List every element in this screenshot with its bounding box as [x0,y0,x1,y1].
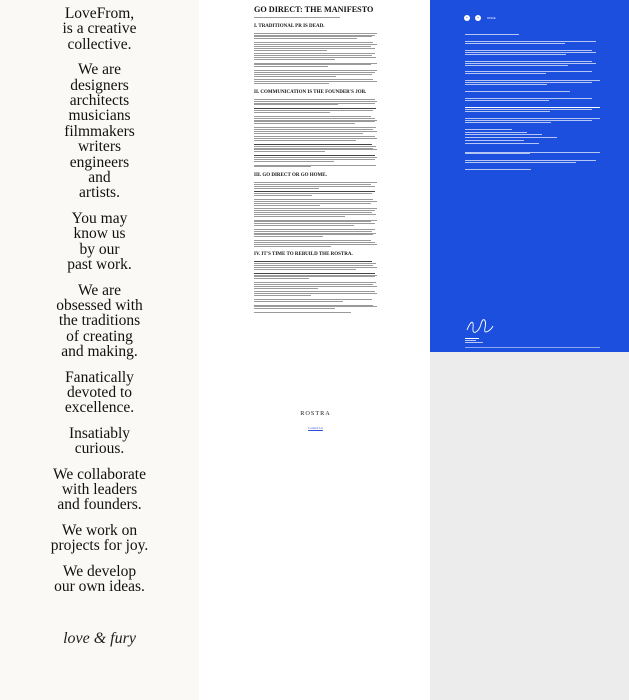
text-line [254,195,312,196]
statement-line: curious. [74,440,125,458]
text-line [465,54,566,55]
list-item [465,137,557,138]
text-line [254,210,375,211]
text-line [254,133,363,134]
text-line [465,43,565,44]
love-and-fury-signature: love & fury [63,630,136,647]
text-line [254,59,335,60]
statement-line: designers [70,76,129,94]
text-line [465,50,592,51]
text-line [254,263,376,264]
letter-paragraph [465,118,600,123]
manifesto-section-heading: II. COMMUNICATION IS THE FOUNDER'S JOB. [254,89,367,95]
text-line [254,131,377,132]
text-line [254,276,375,277]
contact-us-link[interactable]: Contact Us [308,426,323,430]
text-line [465,61,592,62]
text-line [465,65,568,66]
manifesto-paragraph [254,116,377,124]
text-line [254,159,375,160]
letter-list [465,129,600,145]
text-line [254,108,376,109]
manifesto-paragraph [254,42,377,50]
text-line [465,41,596,42]
text-line [254,261,372,262]
manifesto-paragraph [254,229,377,237]
statement-line: We collaborate [53,465,146,483]
text-line [254,212,372,213]
text-line [254,155,375,156]
statement-line: artists. [79,184,120,202]
text-line [254,64,371,65]
statement-line: devoted to [67,383,132,401]
statement-line: the traditions [58,312,141,330]
text-line [254,50,327,51]
text-line [254,295,311,296]
letter-paragraph [465,107,600,112]
text-line [254,265,373,266]
once-logo-label: ONCE [487,15,496,20]
rostra-wordmark: ROSTRA [300,410,331,417]
statement-line: excellence. [64,399,135,417]
text-line [254,229,375,230]
text-line [254,144,372,145]
text-line [254,127,376,128]
letter-paragraph [465,160,600,163]
text-line [465,80,600,81]
statement-line: You may [71,209,128,227]
statement-line: with leaders [61,480,138,498]
text-line [254,242,375,243]
manifesto-paragraph [254,136,377,140]
text-line [254,57,376,58]
letter-paragraph [465,61,600,66]
text-line [465,73,546,74]
text-line [254,101,377,102]
statement-line: and [88,169,111,187]
text-line [254,203,371,204]
text-line [254,221,371,222]
text-line [254,165,376,166]
text-line [254,216,345,217]
letter-paragraph [465,41,600,44]
lovefrom-statement [0,6,199,594]
list-item [465,143,539,144]
text-line [254,308,335,309]
once-letter-body [465,33,600,175]
statement-line: We develop [62,562,137,580]
statement-line: engineers [69,153,130,171]
manifesto-paragraph [254,99,377,105]
list-item [465,134,542,135]
statement-line: past work. [67,256,132,274]
text-line [254,275,377,276]
list-item [465,132,527,133]
text-line [254,214,376,215]
text-line [465,153,530,154]
text-line [465,100,549,101]
text-line [254,208,377,209]
manifesto-section-heading: III. GO DIRECT OR GO HOME. [254,173,327,179]
text-line [254,246,331,247]
manifesto-paragraph [254,240,377,246]
text-line [254,120,377,121]
text-line [465,109,592,110]
text-line [465,120,592,121]
text-line [254,70,377,71]
text-line [254,72,375,73]
list-item [465,129,512,130]
text-line [254,146,376,147]
statement-line: collective. [67,35,132,53]
text-line [465,84,547,85]
text-line [254,312,351,313]
once-logo-group [464,14,496,21]
text-line [254,55,372,56]
letter-paragraph [465,50,600,55]
text-line [254,234,373,235]
manifesto-paragraph [254,33,377,39]
manifesto-paragraph [254,261,377,269]
statement-line: and making. [61,343,138,361]
text-line [254,286,377,287]
text-line [254,74,372,75]
text-line [254,236,323,237]
text-line [254,138,377,139]
text-line [254,121,375,122]
signatory-block [465,337,483,344]
manifesto-paragraph [254,191,377,196]
manifesto-paragraph [254,291,377,295]
text-line [254,66,328,67]
text-line [254,104,338,105]
text-line [254,63,377,64]
lovefrom-panel [0,0,199,700]
statement-line: by our [79,240,120,258]
manifesto-document[interactable] [199,0,430,700]
text-line [254,81,377,82]
text-line [254,83,329,84]
text-line [465,71,592,72]
text-line [254,149,377,150]
text-line [254,44,377,45]
text-line [254,186,375,187]
text-line [254,293,377,294]
once-letter-panel[interactable] [430,0,629,352]
statement-line: architects [69,92,130,110]
manifesto-paragraph [254,299,377,302]
statement-line: We work on [61,521,138,539]
manifesto-paragraph [254,127,377,133]
manifesto-title: GO DIRECT: THE MANIFESTO [254,5,374,14]
manifesto-paragraph [254,155,377,161]
statement-line: obsessed with [56,296,143,314]
manifesto-sections [254,24,377,313]
statement-line: LoveFrom, [64,5,135,22]
once-letter-footer [465,347,600,348]
letter-paragraph [465,98,600,101]
text-line [254,223,375,224]
letter-paragraph [465,34,600,35]
text-line [254,301,343,302]
text-line [254,305,373,306]
statement-line: Insatiably [68,424,131,442]
text-line [465,98,592,99]
text-line [254,306,377,307]
statement-line: Fanatically [65,368,134,386]
text-line [465,118,600,119]
text-line [254,99,375,100]
text-line [254,288,318,289]
text-line [254,33,377,34]
text-line [254,201,377,202]
text-line [254,46,371,47]
text-line [254,240,371,241]
letter-paragraph [465,80,600,85]
manifesto-paragraph [254,312,377,313]
text-line [465,111,550,112]
text-line [254,161,334,162]
text-line [254,188,319,189]
text-line [254,116,371,117]
text-line [465,160,596,161]
text-line [254,220,377,221]
text-line [465,122,551,123]
manifesto-section-heading: IV. IT'S TIME TO REBUILD THE ROSTRA. [254,252,353,258]
manifesto-paragraph [254,165,377,168]
manifesto-epigraph [254,17,377,18]
statement-gap [0,273,199,283]
statement-line: our own ideas. [54,578,145,595]
letter-paragraph [465,152,600,155]
manifesto-paragraph [254,282,377,288]
statement-line: writers [77,138,122,156]
letter-paragraph [465,91,600,92]
text-line [254,79,373,80]
text-line [254,191,375,192]
text-line [465,34,519,35]
manifesto-paragraph [254,53,377,59]
text-line [465,152,600,153]
text-line [465,82,592,83]
manifesto-paragraph [254,208,377,216]
text-line [254,76,336,77]
text-line [254,48,375,49]
text-line [254,35,375,36]
text-line [254,166,311,167]
text-line [254,244,377,245]
text-line [465,162,576,163]
text-line [254,38,357,39]
text-line [254,184,371,185]
text-line [254,140,356,141]
text-line [254,182,377,183]
once-logo-icon: ● [464,15,470,21]
text-line [254,148,373,149]
basecamp-logo-icon: ▲ [476,16,480,19]
letter-paragraph [465,71,600,74]
text-line [254,42,373,43]
manifesto-section-heading: I. TRADITIONAL PR IS DEAD. [254,23,325,29]
statement-line: We are [77,281,122,299]
statement-line: is a creative [62,20,137,38]
handwritten-signature [465,318,495,334]
statement-line: filmmakers [64,122,135,140]
text-line [254,282,376,283]
statement-line: projects for joy. [50,537,149,555]
statement-line: of creating [66,327,133,345]
text-line [254,136,375,137]
text-line [465,169,531,170]
statement-line: We are [77,61,122,79]
manifesto-paragraph [254,70,377,76]
manifesto-paragraph [254,273,377,279]
text-line [254,273,375,274]
manifesto-paragraph [254,305,377,309]
text-line [465,52,596,53]
text-line [254,278,309,279]
manifesto-paragraph [254,108,377,113]
text-line [254,36,372,37]
text-line [254,225,354,226]
text-line [254,129,373,130]
text-line [254,193,372,194]
manifesto-paragraph [254,79,377,83]
manifesto-paragraph [254,63,377,67]
text-line [254,53,375,54]
manifesto-body [254,0,377,314]
statement-line: know us [73,225,126,243]
manifesto-paragraph [254,220,377,226]
text-line [254,110,373,111]
text-line [465,107,600,108]
text-line [254,231,372,232]
text-line [254,157,377,158]
text-line [254,112,330,113]
text-line [254,299,372,300]
text-line [465,63,596,64]
text-line [254,103,375,104]
manifesto-paragraph [254,182,377,188]
statement-line: musicians [68,107,131,125]
statement-line: and founders. [57,496,142,514]
text-line [465,91,570,92]
text-line [254,123,355,124]
text-line [254,233,376,234]
text-line [254,291,375,292]
text-line [254,118,375,119]
list-item [465,140,524,141]
text-line [254,205,320,206]
text-line [254,267,377,268]
manifesto-paragraph [254,144,377,152]
manifesto-paragraph [254,199,377,205]
text-line [254,284,373,285]
text-line [254,269,356,270]
text-line [254,151,325,152]
text-line [254,199,373,200]
letter-paragraph [465,169,600,170]
